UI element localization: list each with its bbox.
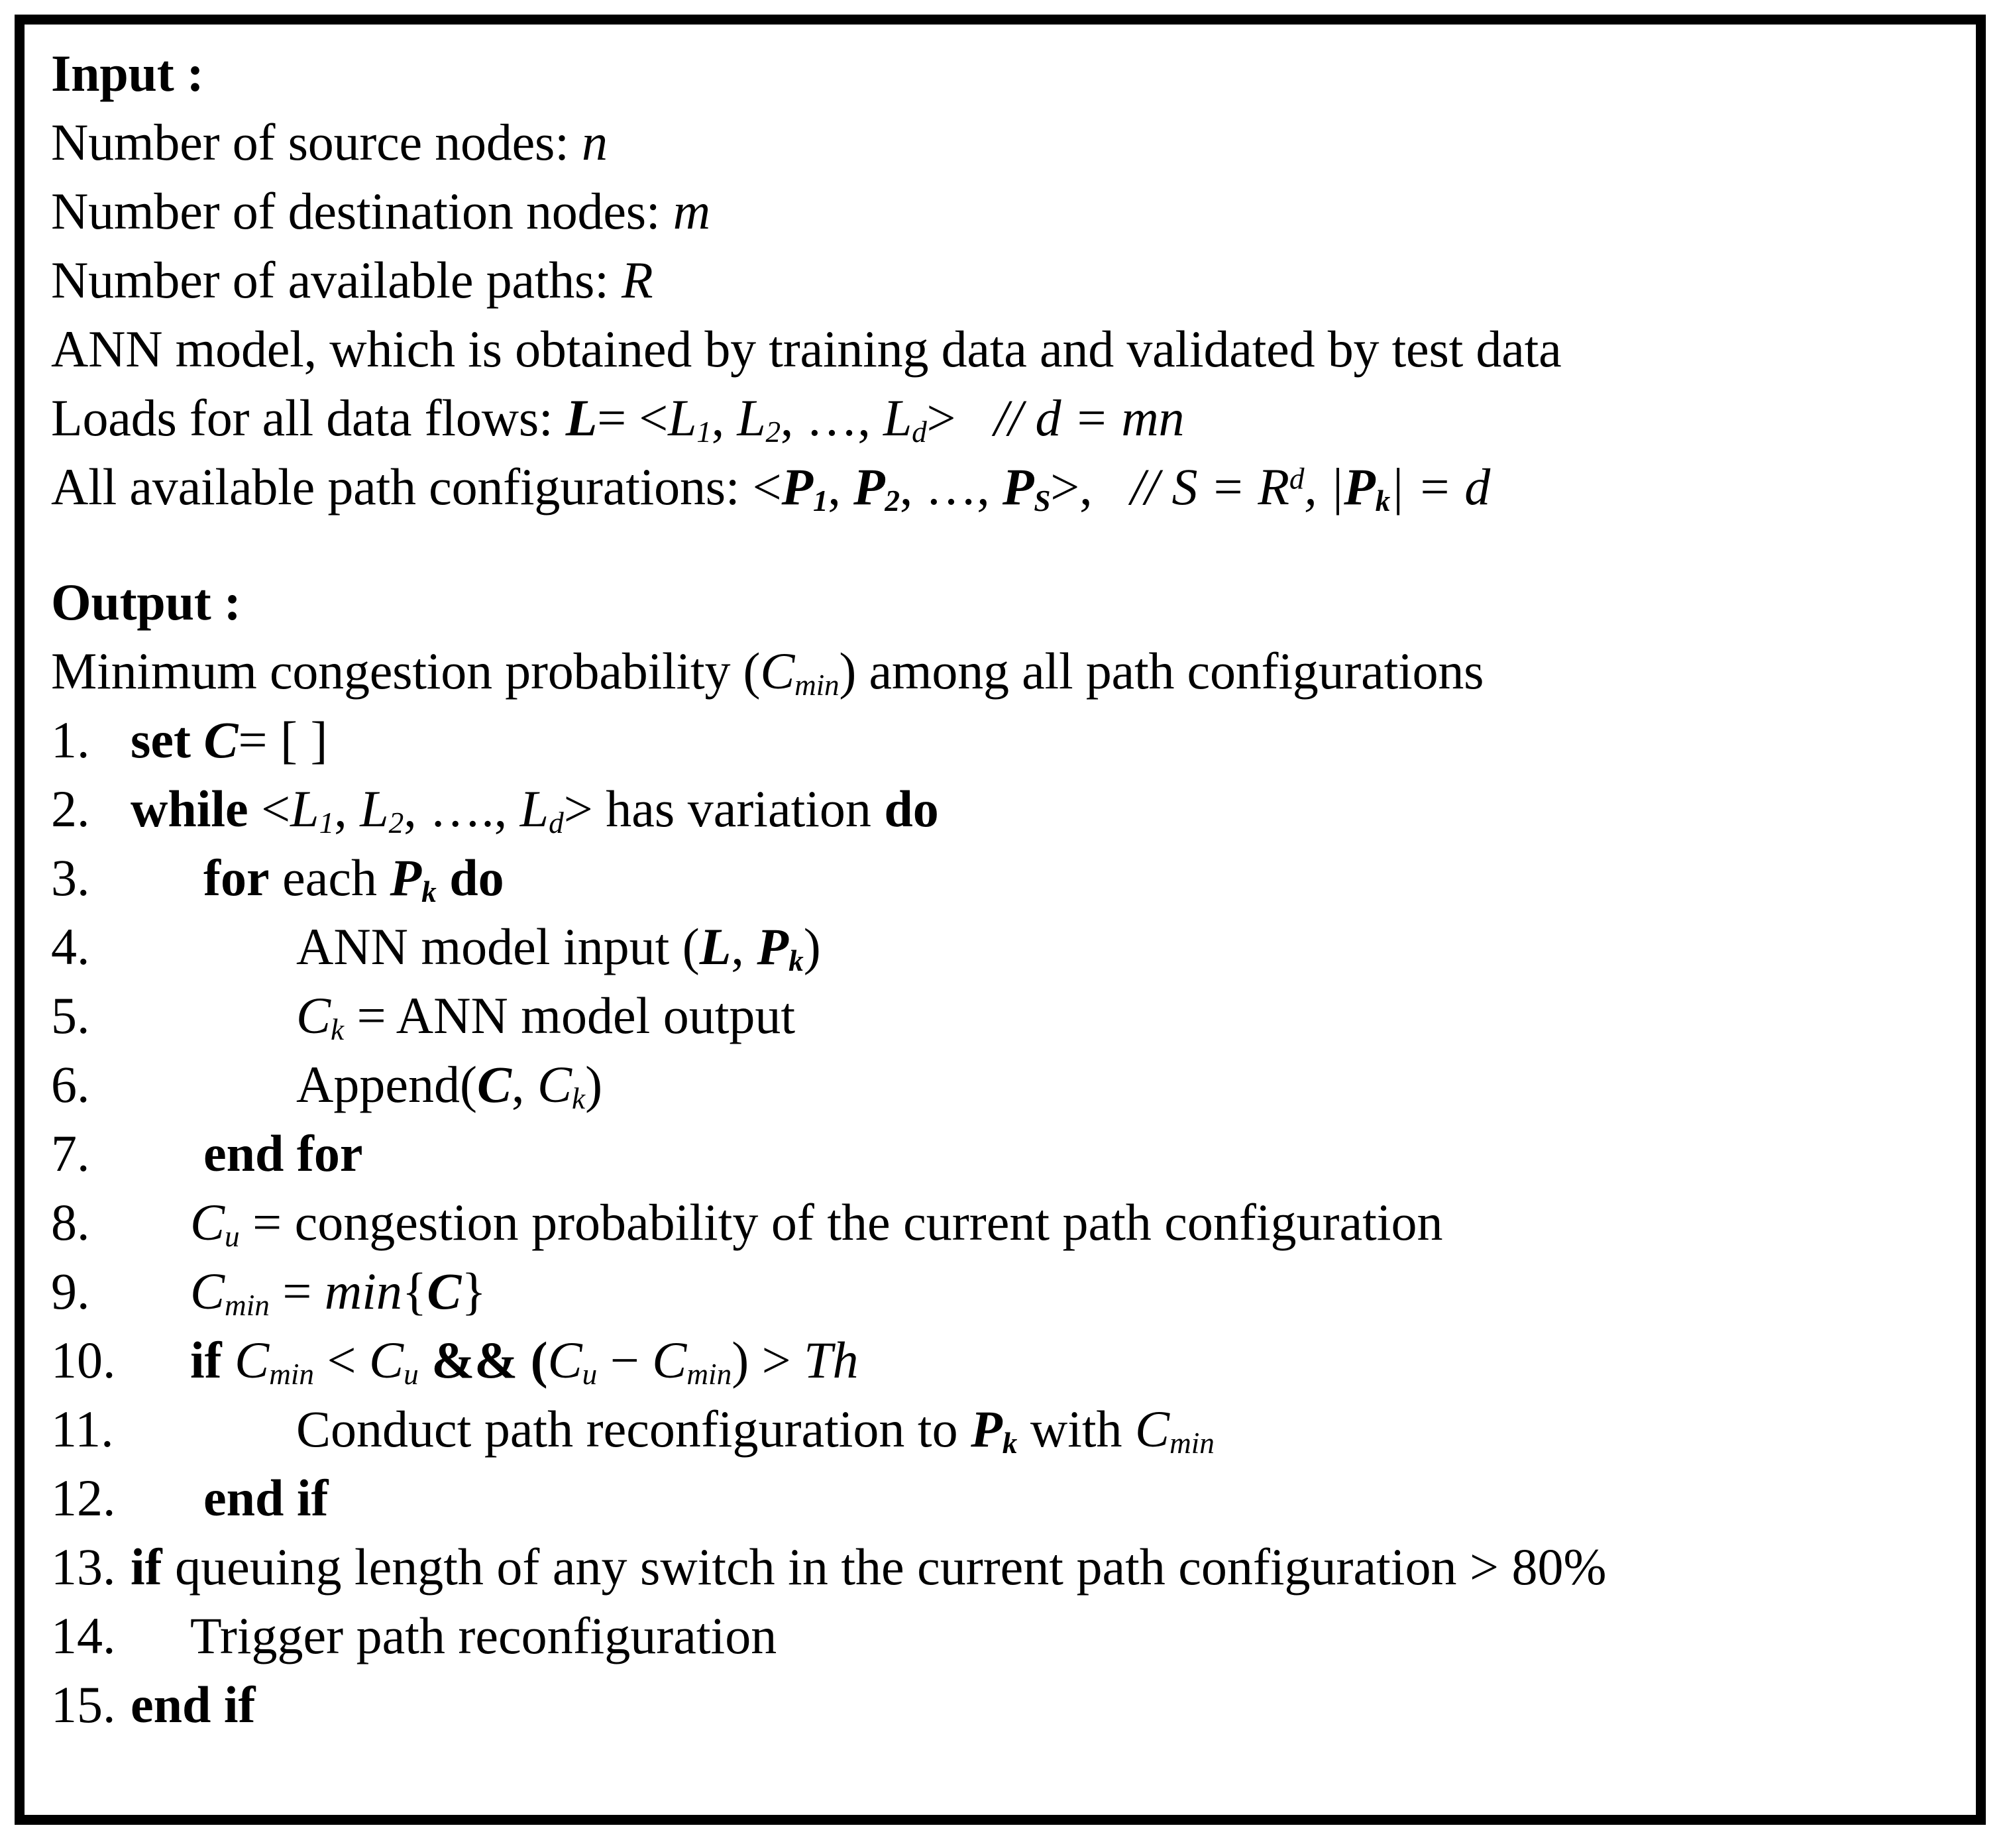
step-number-13: 13. xyxy=(51,1538,116,1596)
symbol-C-vector-s6: C xyxy=(476,1056,512,1113)
step-3-each: each xyxy=(269,849,390,906)
comment-d: d xyxy=(1464,458,1491,516)
step-number-8: 8. xyxy=(51,1193,90,1251)
symbol-Cmin-step10 xyxy=(235,1331,314,1389)
step-10-andand: && ( xyxy=(418,1331,548,1389)
loads-close-angle: > xyxy=(926,389,956,447)
step-number-10: 10. xyxy=(51,1331,116,1389)
C-sub-u-s10: u xyxy=(404,1357,419,1391)
step-4-label: ANN model input ( xyxy=(296,918,700,975)
step-row-4 xyxy=(51,912,1976,981)
C-sub-u-s8: u xyxy=(225,1219,240,1253)
C-base-u-s10b: C xyxy=(547,1331,582,1389)
symbol-C-vector-s9: C xyxy=(427,1262,462,1320)
C-sub-k-s6: k xyxy=(572,1081,586,1115)
symbol-Cmin-step10b xyxy=(652,1331,732,1389)
input-line-loads xyxy=(51,384,1976,453)
L-sub-1-s2: 1 xyxy=(319,806,335,840)
input-line-destination-nodes xyxy=(51,177,1976,246)
loads-spacer xyxy=(955,389,994,447)
L-base-2-s2: L xyxy=(360,780,389,838)
step-9-equals: = xyxy=(269,1262,325,1320)
symbol-R: R xyxy=(621,251,653,309)
P-sub-2: 2 xyxy=(885,484,900,517)
symbol-P1 xyxy=(781,458,828,516)
C-sub-min-s10: min xyxy=(269,1357,315,1391)
step-body-14: Trigger path reconfiguration xyxy=(190,1607,777,1664)
C-base-u-s8: C xyxy=(190,1193,225,1251)
step-row-13 xyxy=(51,1533,1976,1602)
step-10-paren-close: ) xyxy=(732,1331,749,1389)
loads-ellipsis: , …, xyxy=(780,389,883,447)
C-base-k-s6: C xyxy=(537,1056,572,1113)
symbol-Cmin-output xyxy=(760,642,839,700)
C-sub-min-out: min xyxy=(794,668,840,702)
comment-R-exp-d: d xyxy=(1289,462,1305,496)
step-row-12 xyxy=(51,1464,1976,1533)
step-body-9 xyxy=(131,1257,486,1326)
step-6-append: Append( xyxy=(296,1056,477,1113)
symbol-L2 xyxy=(737,389,781,447)
C-base-u-s10: C xyxy=(369,1331,404,1389)
symbol-L1 xyxy=(668,389,712,447)
L-base-1: L xyxy=(668,389,697,447)
L-sub-2-s2: 2 xyxy=(388,806,404,840)
paths-spacer xyxy=(1092,458,1130,516)
step-number-12: 12. xyxy=(51,1469,116,1527)
step-row-1 xyxy=(51,706,1976,775)
step-body-15: end if xyxy=(131,1676,256,1733)
step-row-2 xyxy=(51,775,1976,843)
step-body-6 xyxy=(131,1050,602,1119)
C-base-min-s10: C xyxy=(235,1331,270,1389)
input-label-destination-nodes: Number of destination nodes: xyxy=(51,182,673,240)
L-sub-d: d xyxy=(912,415,927,449)
paths-close-angle: >, xyxy=(1050,458,1093,516)
comment-Pk xyxy=(1344,458,1390,516)
step-8-text: = congestion probability of the current path configuration xyxy=(239,1193,1443,1251)
step-row-6 xyxy=(51,1050,1976,1119)
output-desc-pre: Minimum congestion probability ( xyxy=(51,642,761,700)
step-number-6: 6. xyxy=(51,1056,90,1113)
input-line-ann-model: ANN model, which is obtained by training data and validated by test data xyxy=(51,320,1562,378)
step-body-10 xyxy=(131,1326,859,1395)
keyword-if-13: if xyxy=(131,1538,162,1596)
step-number-5: 5. xyxy=(51,987,90,1044)
paths-comment: // $S = R^d$, $|P_k| = d$ xyxy=(1130,458,1491,517)
C-sub-u-s10b: u xyxy=(582,1357,598,1391)
symbol-Ck-step6 xyxy=(537,1056,585,1113)
step-11-with: with xyxy=(1017,1400,1136,1458)
symbol-m: m xyxy=(673,182,710,240)
step-9-brace-open: { xyxy=(402,1262,427,1320)
P-sub-k-s4: k xyxy=(788,944,804,977)
loads-comma-1: , xyxy=(711,389,737,447)
step-row-3 xyxy=(51,843,1976,912)
step-number-7: 7. xyxy=(51,1124,90,1182)
C-sub-min-s11: min xyxy=(1169,1426,1215,1460)
step-2-close-angle: > xyxy=(563,780,593,838)
keyword-do-3: do xyxy=(449,849,504,906)
input-label-available-paths: Number of available paths: xyxy=(51,251,622,309)
L-sub-2: 2 xyxy=(765,415,781,449)
step-body-12: end if xyxy=(203,1469,329,1527)
step-row-14 xyxy=(51,1602,1976,1670)
keyword-while: while xyxy=(131,780,248,838)
symbol-L1-step2 xyxy=(290,780,334,838)
step-10-gt: > xyxy=(749,1331,804,1389)
keyword-do-2: do xyxy=(884,780,939,838)
symbol-Cu-step10 xyxy=(369,1331,419,1389)
step-4-comma: , xyxy=(731,918,757,975)
step-row-11 xyxy=(51,1395,1976,1464)
symbol-Pk-step4 xyxy=(757,918,803,975)
P-base-k-s11: P xyxy=(971,1400,1003,1458)
step-body-1 xyxy=(131,706,327,775)
C-base-min-s9: C xyxy=(190,1262,225,1320)
step-number-4: 4. xyxy=(51,918,90,975)
P-base-k-s3: P xyxy=(390,849,422,906)
step-number-15: 15. xyxy=(51,1676,116,1733)
C-base-out: C xyxy=(760,642,795,700)
step-number-3: 3. xyxy=(51,849,90,906)
step-row-8 xyxy=(51,1188,1976,1257)
step-row-7 xyxy=(51,1119,1976,1188)
step-number-9: 9. xyxy=(51,1262,90,1320)
step-body-4 xyxy=(131,912,821,981)
C-base-min-s11: C xyxy=(1135,1400,1170,1458)
symbol-Pk-step11 xyxy=(971,1400,1017,1458)
step-body-5 xyxy=(131,981,795,1050)
step-13-text: queuing length of any switch in the current path configuration > 80% xyxy=(162,1538,1607,1596)
step-10-minus: − xyxy=(597,1331,653,1389)
symbol-Cmin-step9 xyxy=(190,1262,270,1320)
input-line-available-paths xyxy=(51,246,1976,315)
L-base-2: L xyxy=(737,389,766,447)
symbol-L2-step2 xyxy=(360,780,404,838)
input-label-source-nodes: Number of source nodes: xyxy=(51,113,582,171)
step-body-13 xyxy=(131,1533,1606,1602)
step-row-5 xyxy=(51,981,1976,1050)
step-9-brace-close: } xyxy=(461,1262,486,1320)
L-base-d: L xyxy=(883,389,912,447)
step-6-paren-close: ) xyxy=(585,1056,603,1113)
step-4-paren-close: ) xyxy=(803,918,821,975)
step-5-text: = ANN model output xyxy=(344,987,796,1044)
P-sub-k-s11: k xyxy=(1002,1426,1018,1460)
step-2-open-angle: < xyxy=(261,780,291,838)
step-number-2: 2. xyxy=(51,780,90,838)
L-sub-d-s2: d xyxy=(549,806,564,840)
C-base-min-s10b: C xyxy=(652,1331,687,1389)
function-min-s9: min xyxy=(324,1262,402,1320)
paths-comma-1: , xyxy=(828,458,853,516)
algorithm-content xyxy=(25,25,1976,1739)
paths-label: All available path configurations: < xyxy=(51,458,782,516)
section-gap xyxy=(51,521,1976,568)
input-heading: Input : xyxy=(51,44,204,102)
symbol-L-vector-s4: L xyxy=(699,918,732,975)
symbol-Th-s10: Th xyxy=(804,1331,859,1389)
symbol-Cu-step8 xyxy=(190,1193,240,1251)
loads-comment: // d = mn xyxy=(994,389,1185,447)
output-desc-post: ) among all path configurations xyxy=(839,642,1484,700)
step-10-lt: < xyxy=(314,1331,370,1389)
input-line-path-configurations xyxy=(51,453,1976,521)
algorithm-box xyxy=(15,15,1986,1825)
symbol-Cu-step10b xyxy=(548,1331,598,1389)
step-11-text: Conduct path reconfiguration to xyxy=(296,1400,971,1458)
step-row-10 xyxy=(51,1326,1976,1395)
P-base-k-s4: P xyxy=(757,918,789,975)
comment-P-sub-k: k xyxy=(1375,484,1390,517)
symbol-Pk-step3 xyxy=(390,849,436,906)
P-base-2: P xyxy=(853,458,885,516)
loads-equals-open: = < xyxy=(597,389,669,447)
symbol-PS xyxy=(1003,458,1050,516)
P-base-S: P xyxy=(1002,458,1034,516)
step-row-9 xyxy=(51,1257,1976,1326)
step-row-15 xyxy=(51,1670,1976,1739)
symbol-Ld-step2 xyxy=(520,780,564,838)
comment-S: S xyxy=(1171,458,1198,516)
step-body-8 xyxy=(131,1188,1442,1257)
comment-R: R xyxy=(1258,458,1289,516)
input-line-source-nodes xyxy=(51,108,1976,177)
keyword-for: for xyxy=(203,849,270,906)
L-base-d-s2: L xyxy=(519,780,549,838)
keyword-set: set xyxy=(131,711,191,769)
C-sub-min-s10b: min xyxy=(686,1357,732,1391)
loads-label: Loads for all data flows: xyxy=(51,389,566,447)
L-sub-1: 1 xyxy=(696,415,712,449)
C-sub-min-s9: min xyxy=(225,1288,270,1322)
step-2-comma-1: , xyxy=(334,780,360,838)
step-number-11: 11. xyxy=(51,1400,114,1458)
output-heading: Output : xyxy=(51,573,241,631)
symbol-L-vector: L xyxy=(565,389,598,447)
step-body-7: end for xyxy=(203,1124,363,1182)
C-sub-k-s5: k xyxy=(331,1012,345,1046)
symbol-Ck-step5 xyxy=(296,987,344,1044)
P-sub-1: 1 xyxy=(812,484,828,517)
P-sub-S: S xyxy=(1034,484,1051,517)
paths-ellipsis: , …, xyxy=(899,458,1003,516)
symbol-n: n xyxy=(581,113,608,171)
step-number-1: 1. xyxy=(51,711,90,769)
step-1-brackets: = [ ] xyxy=(238,711,328,769)
step-body-3 xyxy=(131,843,504,912)
symbol-C-vector-1: C xyxy=(203,711,239,769)
keyword-if-10: if xyxy=(190,1331,222,1389)
step-number-14: 14. xyxy=(51,1607,116,1664)
step-body-2 xyxy=(131,775,939,843)
L-base-1-s2: L xyxy=(290,780,319,838)
step-6-comma: , xyxy=(511,1056,537,1113)
P-base-1: P xyxy=(781,458,813,516)
step-body-11 xyxy=(131,1395,1215,1464)
P-sub-k-s3: k xyxy=(421,875,437,908)
C-base-k-s5: C xyxy=(296,987,331,1044)
comment-P-base: P xyxy=(1344,458,1376,516)
step-2-ellipsis: , …., xyxy=(404,780,520,838)
step-2-has-variation: has variation xyxy=(592,780,885,838)
symbol-P2 xyxy=(853,458,900,516)
symbol-Cmin-step11 xyxy=(1135,1400,1215,1458)
output-description xyxy=(51,637,1976,706)
symbol-Ld xyxy=(883,389,927,447)
